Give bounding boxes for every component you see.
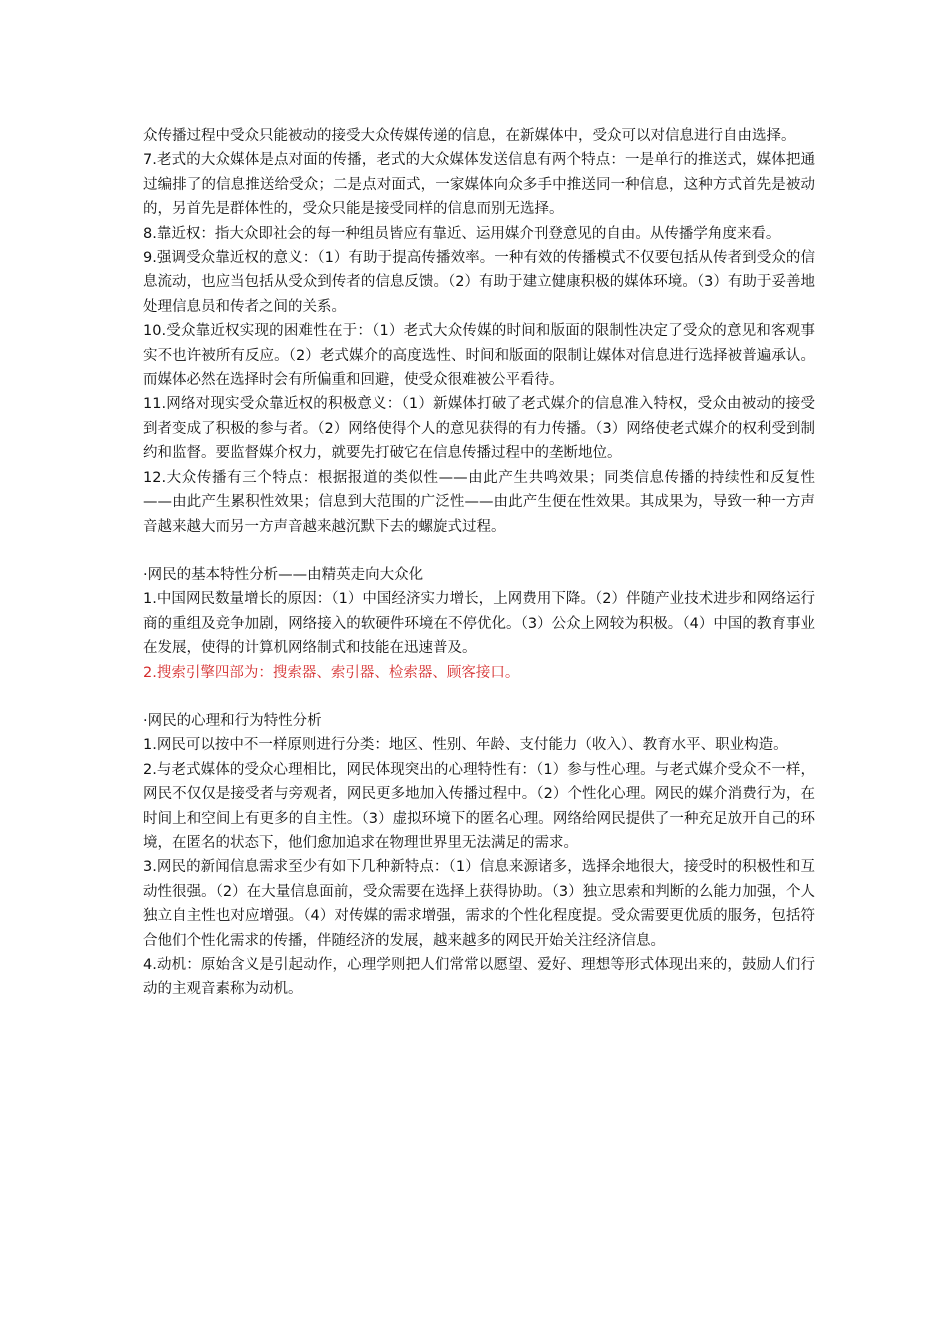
document-page [143,124,815,1002]
section2-item-4: 4.动机：原始含义是引起动作，心理学则把人们常常以愿望、爱好、理想等形式体现出来的，鼓励人们行动的主观音素称为动机。 [143,957,815,998]
paragraph-item-12: 12.大众传播有三个特点：根据报道的类似性——由此产生共鸣效果；同类信息传播的持续性和反复性——由此产生累积性效果；信息到大范围的广泛性——由此产生便在性效果。其成果为，导致一种一方声音越来越大而另一方声音越来越沉默下去的螺旋式过程。 [143,469,815,535]
paragraph-item-8: 8.靠近权：指大众即社会的每一种组员皆应有靠近、运用媒介刊登意见的自由。从传播学角度来看。 [143,225,781,242]
section2-item-1: 1.网民可以按中不一样原则进行分类：地区、性别、年龄、支付能力（收入）、教育水平、职业构造。 [143,737,788,754]
section-gap [143,685,815,709]
section1-highlight-item: 2.搜索引擎四部为：搜索器、索引器、检索器、顾客接口。 [143,664,520,681]
section1-item-1: 1.中国网民数量增长的原因：（1）中国经济实力增长，上网费用下降。（2）伴随产业技术进步和网络运行商的重组及竞争加剧，网络接入的软硬件环境在不停优化。（3）公众上网较为积极。（4）中国的教育事业在发展，使得的计算机网络制式和技能在迅速普及。 [143,591,815,657]
section-heading-netizen-psychology: ·网民的心理和行为特性分析 [143,712,322,729]
paragraph-item-7: 7.老式的大众媒体是点对面的传播，老式的大众媒体发送信息有两个特点：一是单行的推送式，媒体把通过编排了的信息推送给受众；二是点对面式，一家媒体向众多手中推送同一种信息，这种方式首先是被动的，另首先是群体性的，受众只能是接受同样的信息而别无选择。 [143,152,815,218]
paragraph-item-10: 10.受众靠近权实现的困难性在于：（1）老式大众传媒的时间和版面的限制性决定了受众的意见和客观事实不也许被所有反应。（2）老式媒介的高度选性、时间和版面的限制让媒体对信息进行选择被普遍承认。而媒体必然在选择时会有所偏重和回避，使受众很难被公平看待。 [143,323,815,389]
paragraph-item-11: 11.网络对现实受众靠近权的积极意义：（1）新媒体打破了老式媒介的信息准入特权，受众由被动的接受到者变成了积极的参与者。（2）网络使得个人的意见获得的有力传播。（3）网络使老式媒介的权利受到制约和监督。要监督媒介权力，就要先打破它在信息传播过程中的垄断地位。 [143,396,815,462]
paragraph-item-9: 9.强调受众靠近权的意义：（1）有助于提高传播效率。一种有效的传播模式不仅要包括从传者到受众的信息流动，也应当包括从受众到传者的信息反馈。（2）有助于建立健康积极的媒体环境。（3）有助于妥善地处理信息员和传者之间的关系。 [143,250,815,315]
paragraph-continuation: 众传播过程中受众只能被动的接受大众传媒传递的信息，在新媒体中，受众可以对信息进行自由选择。 [143,128,796,144]
section-heading-netizen-basics: ·网民的基本特性分析——由精英走向大众化 [143,566,424,583]
section2-item-3: 3.网民的新闻信息需求至少有如下几种新特点：（1）信息来源诸多，选择余地很大，接受时的积极性和互动性很强。（2）在大量信息面前，受众需要在选择上获得协助。（3）独立思索和判断的么能力加强，个人独立自主性也对应增强。（4）对传媒的需求增强，需求的个性化程度提。受众需要更优质的服务，包括符合他们个性化需求的传播，伴随经济的发展，越来越多的网民开始关注经济信息。 [143,859,815,949]
section2-item-2: 2.与老式媒体的受众心理相比，网民体现突出的心理特性有：（1）参与性心理。与老式媒介受众不一样，网民不仅仅是接受者与旁观者，网民更多地加入传播过程中。（2）个性化心理。网民的媒介消费行为，在时间上和空间上有更多的自主性。（3）虚拟环境下的匿名心理。网络给网民提供了一种充足放开自己的环境，在匿名的状态下，他们愈加追求在物理世界里无法满足的需求。 [143,761,815,851]
section-gap [143,539,815,563]
